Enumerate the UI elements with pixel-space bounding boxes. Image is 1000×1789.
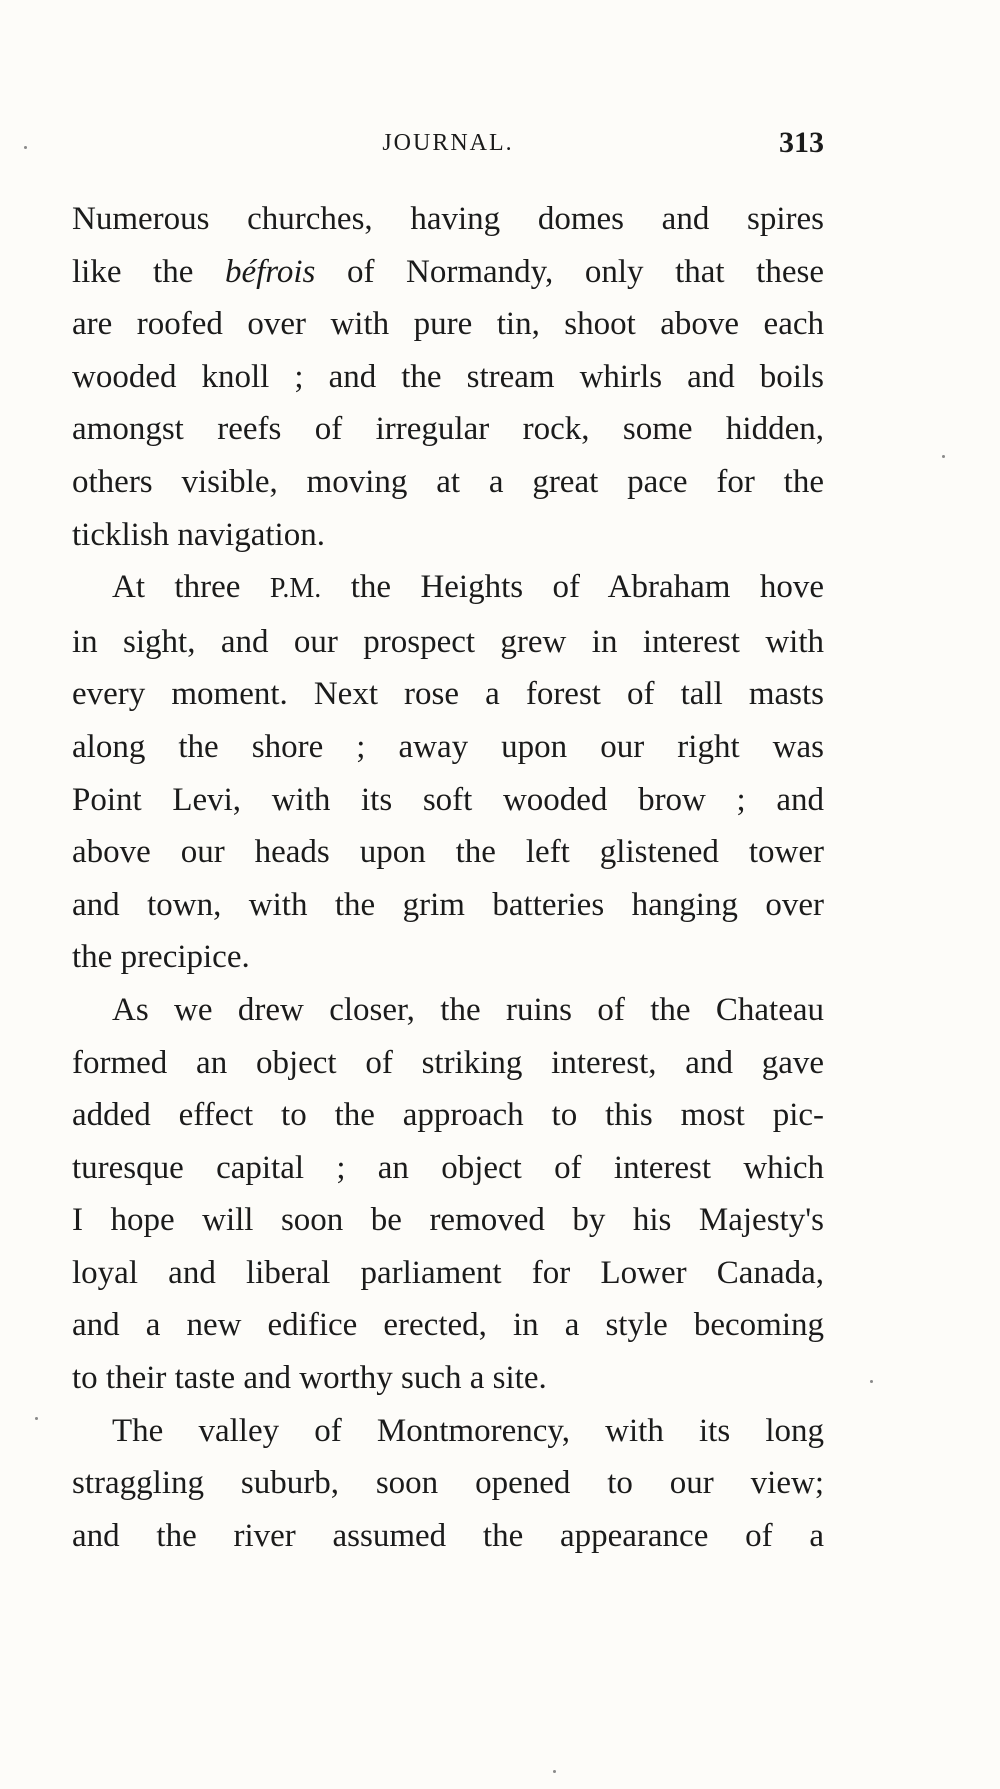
body-text (72, 193, 824, 1562)
italic-word: béfrois (224, 253, 316, 290)
text-line: along the shore ; away upon our right was (72, 728, 824, 765)
small-caps-abbreviation: P.M. (269, 573, 322, 605)
text-line: The valley of Montmorency, with its long (112, 1412, 824, 1449)
text-line: above our heads upon the left glistened tower (72, 834, 824, 871)
text-line: Numerous churches, having domes and spires (72, 201, 824, 237)
text-line: formed an object of striking interest, and gave (72, 1044, 824, 1081)
text-line: in sight, and our prospect grew in interest with (72, 623, 824, 660)
paragraph-3 (72, 984, 824, 1405)
text-line: turesque capital ; an object of interest which (72, 1149, 824, 1186)
text-line: and the river assumed the appearance of a (72, 1517, 824, 1554)
running-title: JOURNAL. (382, 130, 514, 156)
text-line: every moment. Next rose a forest of tall masts (72, 676, 824, 713)
text-line: are roofed over with pure tin, shoot above each (72, 306, 824, 343)
text-line: ticklish navigation. (72, 516, 325, 553)
paragraph-2 (72, 561, 824, 984)
text-line: As we drew closer, the ruins of the Chateau (112, 991, 824, 1028)
text-line: loyal and liberal parliament for Lower Canada, (72, 1254, 824, 1291)
text-line: and a new edifice erected, in a style becoming (72, 1307, 824, 1344)
text-line: like the béfrois of Normandy, only that these (72, 253, 824, 290)
text-line: straggling suburb, soon opened to our view; (72, 1465, 824, 1502)
paper-speck (942, 455, 945, 458)
paper-speck (553, 1770, 556, 1773)
running-head (72, 126, 824, 170)
text-line: added effect to the approach to this most pic- (72, 1097, 824, 1134)
text-line: the precipice. (72, 939, 250, 976)
page-number: 313 (779, 126, 824, 159)
text-line: Point Levi, with its soft wooded brow ; and (72, 781, 824, 818)
text-line: others visible, moving at a great pace for the (72, 463, 824, 500)
paragraph-4 (72, 1405, 824, 1563)
paper-speck (35, 1417, 38, 1420)
paper-speck (870, 1380, 873, 1383)
paper-speck (24, 146, 27, 149)
text-line: and town, with the grim batteries hanging over (72, 886, 824, 923)
text-line: wooded knoll ; and the stream whirls and boils (72, 358, 824, 395)
text-line: I hope will soon be removed by his Majesty's (72, 1202, 824, 1239)
text-line: to their taste and worthy such a site. (72, 1360, 547, 1397)
paragraph-1 (72, 193, 824, 561)
text-line: amongst reefs of irregular rock, some hidden, (72, 411, 824, 448)
text-line: At three P.M. the Heights of Abraham hove (112, 569, 825, 606)
